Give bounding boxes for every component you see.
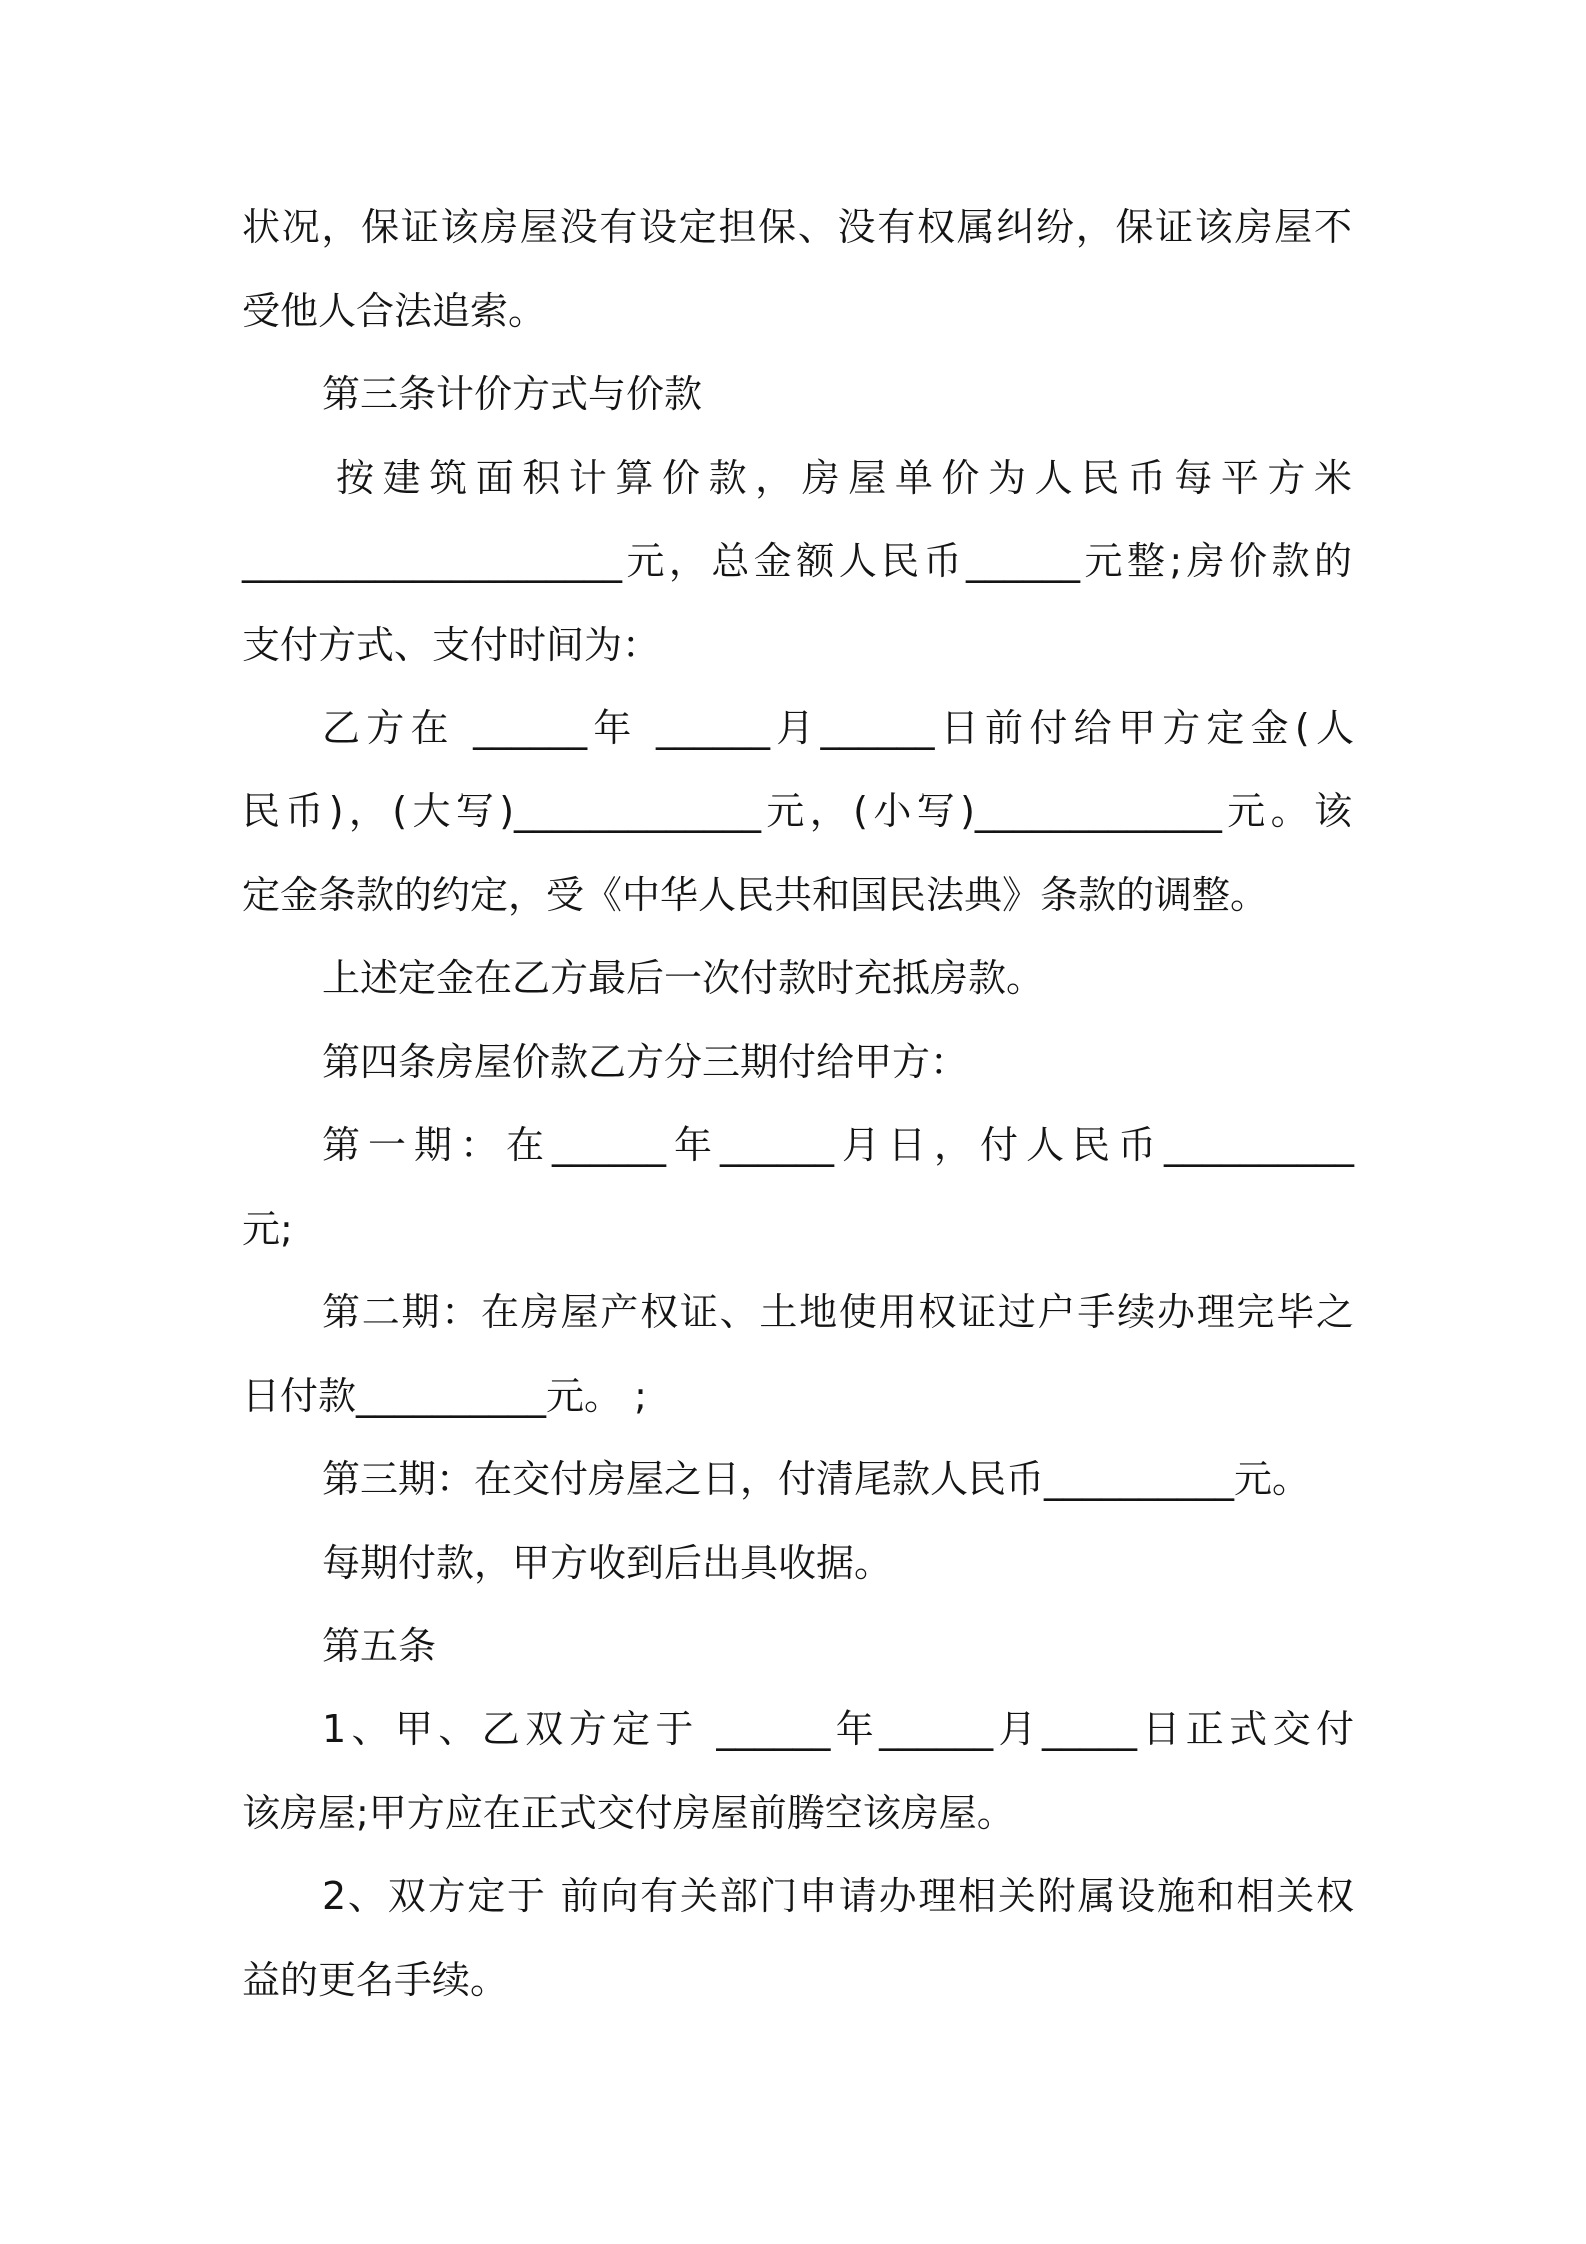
paragraph-line: 第一期：在______年______月日，付人民币__________ (322, 1123, 1354, 1167)
paragraph-line: 按建筑面积计算价款，房屋单价为人民币每平方米 (336, 456, 1352, 500)
paragraph-line: 1、甲、乙双方定于 ______年______月_____日正式交付 (322, 1707, 1354, 1751)
paragraph-line: 日付款__________元。 ; (242, 1374, 647, 1418)
paragraph-line: 2、双方定于 前向有关部门申请办理相关附属设施和相关权 (322, 1874, 1354, 1918)
section-heading: 第五条 (322, 1624, 437, 1668)
paragraph-line: 第三期：在交付房屋之日，付清尾款人民币__________元。 (322, 1457, 1311, 1501)
section-heading: 第三条计价方式与价款 (322, 372, 703, 416)
paragraph-line: 每期付款，甲方收到后出具收据。 (322, 1541, 893, 1585)
paragraph-line: 第二期：在房屋产权证、土地使用权证过户手续办理完毕之 (322, 1290, 1354, 1334)
paragraph-line: 上述定金在乙方最后一次付款时充抵房款。 (322, 956, 1045, 1000)
paragraph-line: 受他人合法追索。 (242, 289, 547, 333)
paragraph-line: 乙方在 ______年 ______月______日前付给甲方定金(人 (322, 706, 1354, 750)
paragraph-line: 民币)，(大写)_____________元，(小写)_____________元。该 (242, 789, 1352, 833)
paragraph-line: 该房屋;甲方应在正式交付房屋前腾空该房屋。 (242, 1791, 1015, 1835)
section-heading: 第四条房屋价款乙方分三期付给甲方： (322, 1040, 969, 1084)
paragraph-line: 支付方式、支付时间为： (242, 623, 661, 667)
paragraph-line: ____________________元，总金额人民币______元整;房价款的 (242, 539, 1352, 583)
paragraph-line: 状况，保证该房屋没有设定担保、没有权属纠纷，保证该房屋不 (242, 205, 1352, 249)
paragraph-line: 元; (242, 1207, 293, 1251)
paragraph-line: 定金条款的约定，受《中华人民共和国民法典》条款的调整。 (242, 873, 1269, 917)
paragraph-line: 益的更名手续。 (242, 1958, 509, 2002)
